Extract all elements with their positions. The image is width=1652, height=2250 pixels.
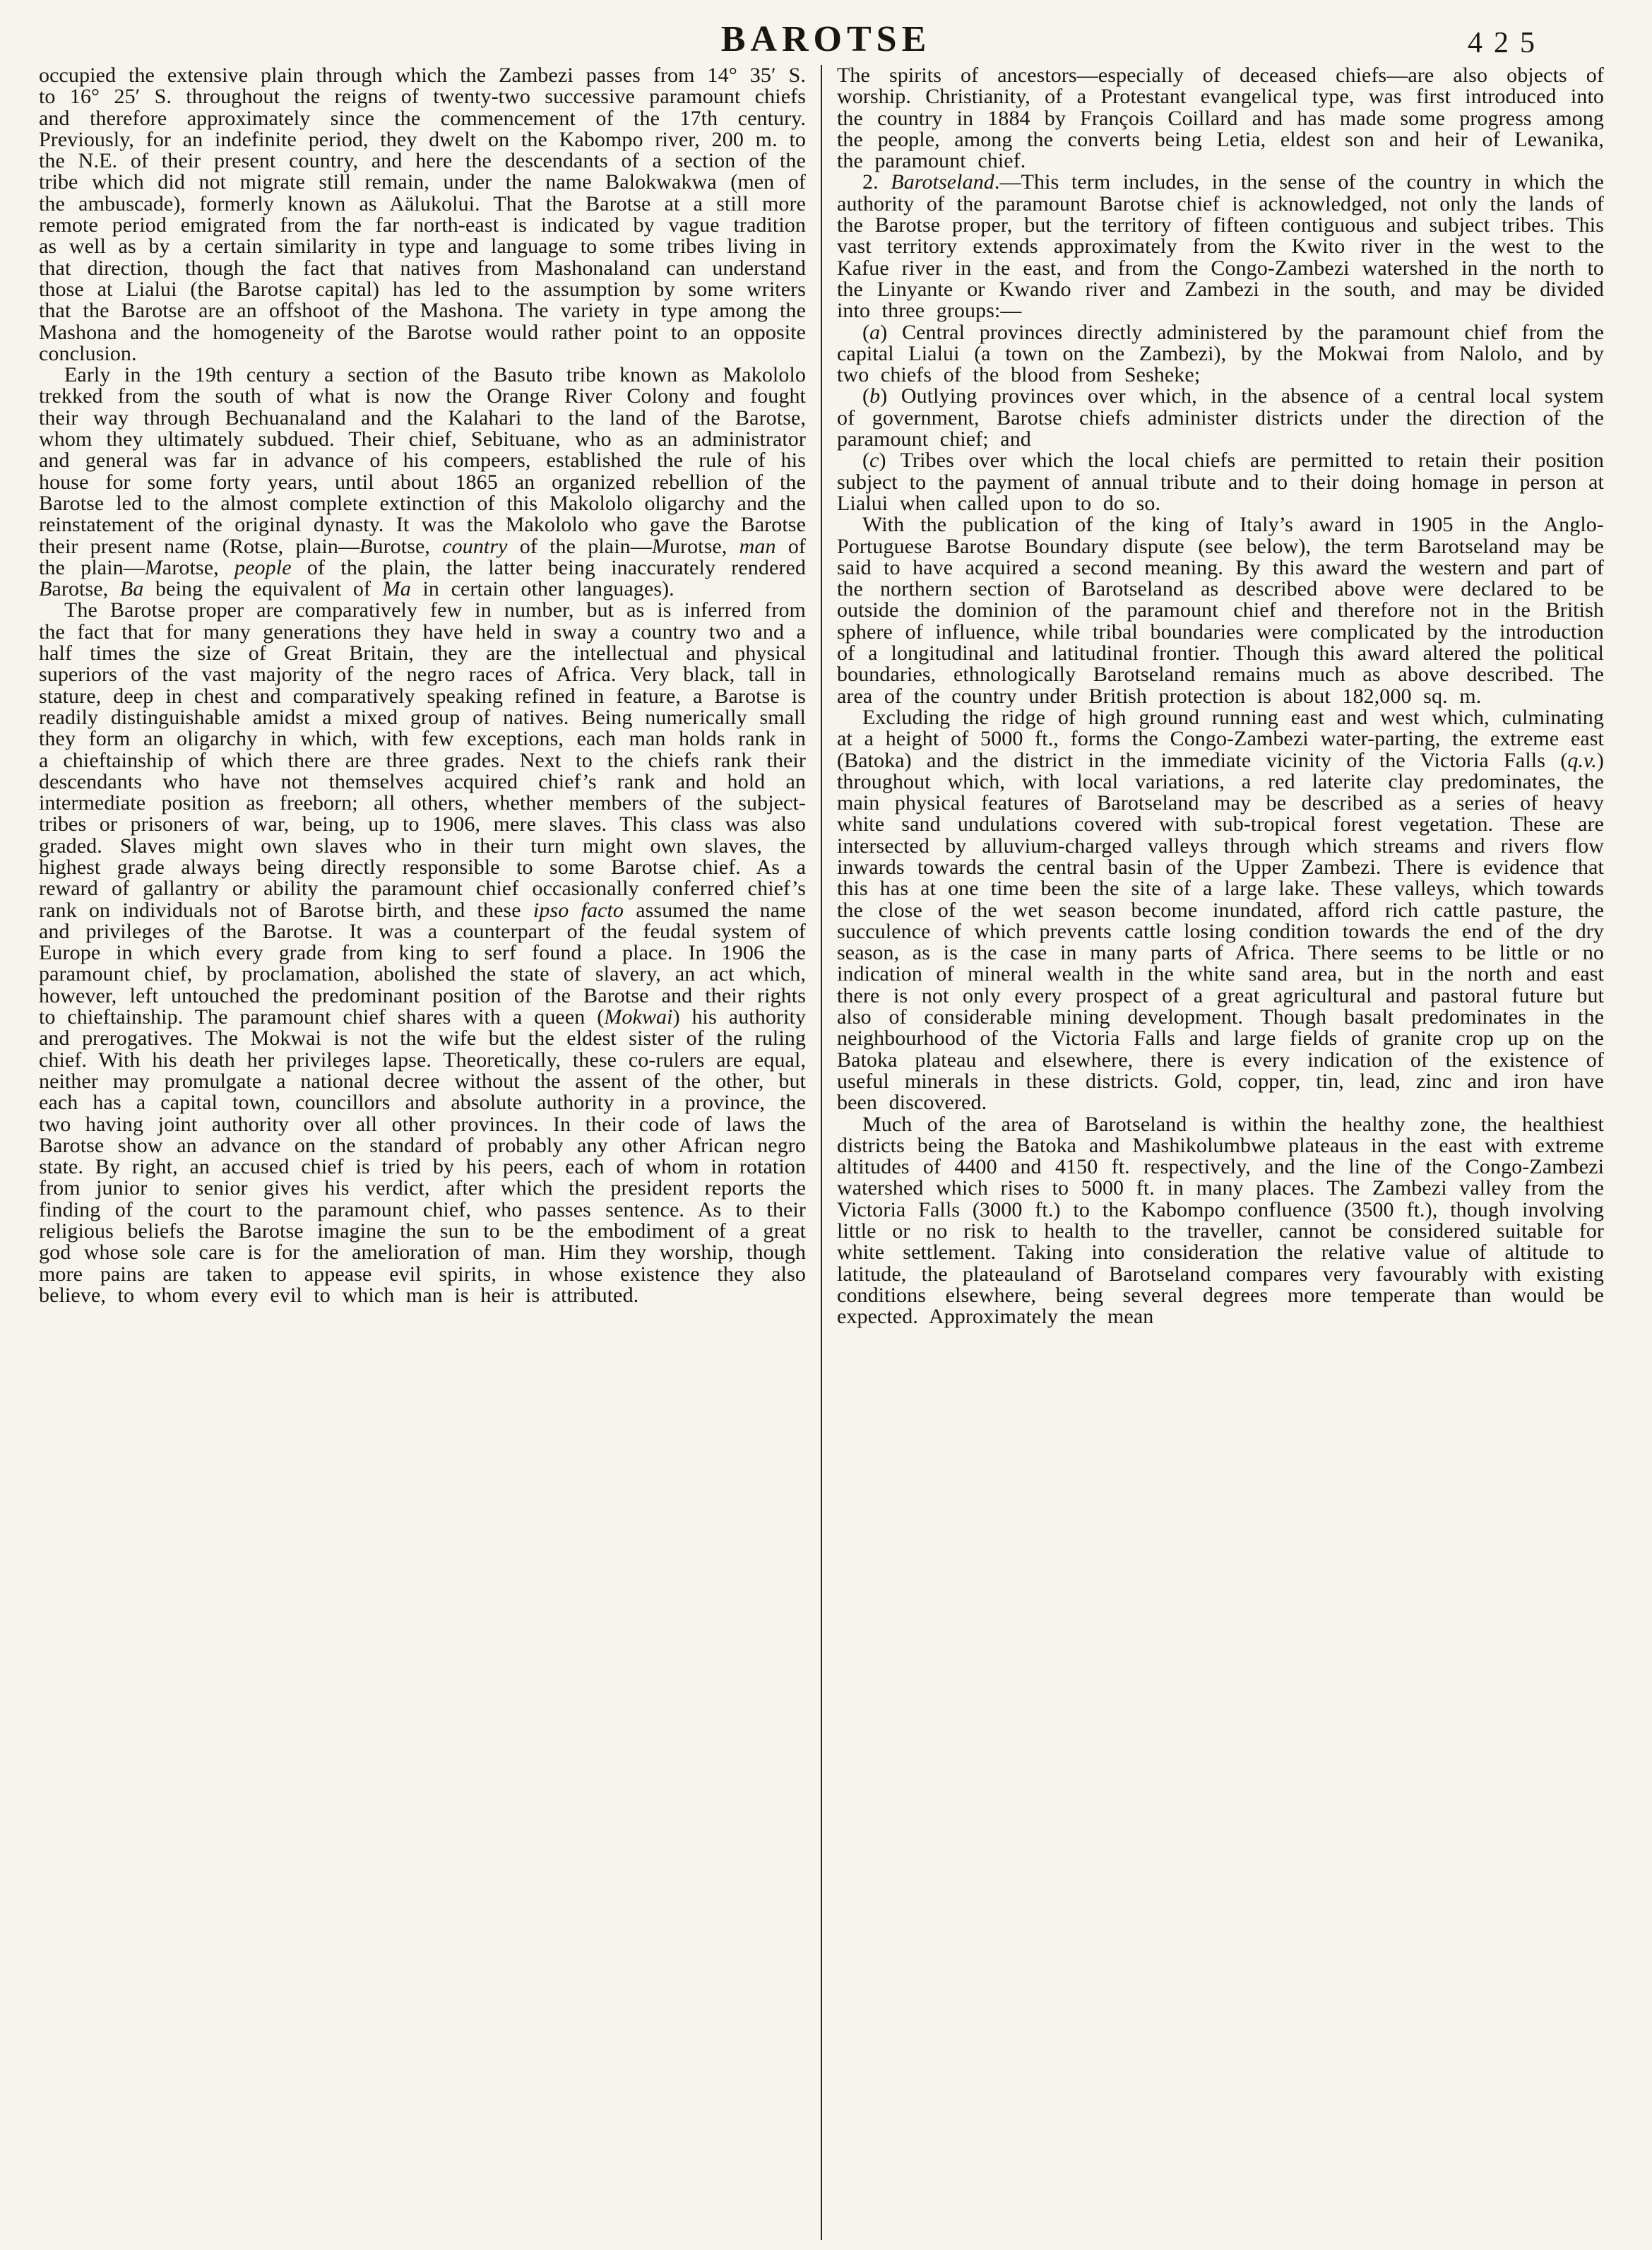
paragraph: Excluding the ridge of high ground running east and west which, culminating at a height of 5000 ft., forms the Congo-Zambezi water-parting, the extreme east (Batoka) and the district in the immediate vicinity of the Victoria Falls (q.v.) throughout which, with local variations, a red laterite clay predominates, the main physical features of Barotseland may be described as a series of heavy white sand undulations covered with sub-tropical forest vegetation. These are intersected by alluvium-charged valleys through which streams and rivers flow inwards towards the central basin of the Upper Zambezi. There is evidence that this has at one time been the site of a large lake. These valleys, which towards the close of the wet season become inundated, afford rich cattle pasture, the succulence of which prevents cattle losing condition towards the end of the dry season, as is the case in many parts of Africa. There seems to be little or no indication of mineral wealth in the white sand area, but in the north and east there is not only every prospect of a great agricultural and pastoral future but also of considerable mining development. Though basalt predominates in the neighbourhood of the Victoria Falls and large fields of granite crop up on the Batoka plateau and elsewhere, there is every indication of the existence of useful minerals in these districts. Gold, copper, tin, lead, zinc and iron have been discovered. — [837, 705, 1604, 1115]
column-right — [837, 65, 1604, 2240]
page-title: BAROTSE — [720, 19, 932, 59]
paragraph: 2. Barotseland.—This term includes, in the sense of the country in which the authority of the paramount Barotse chief is acknowledged, not only the lands of the Barotse proper, but the territory of fifteen contiguous and subject tribes. This vast territory extends approximately from the Kwito river in the west to the Kafue river in the east, and from the Congo-Zambezi watershed in the north to the Linyante or Kwando river and Zambezi in the south, and may be divided into three groups:— — [837, 170, 1604, 323]
page-number: 425 — [1468, 27, 1546, 59]
paragraph: With the publication of the king of Italy’s award in 1905 in the Anglo-Portuguese Barotse Boundary dispute (see below), the term Barotseland may be said to have acquired a second meaning. By this award the western and part of the northern section of Barotseland as described above were declared to be outside the dominion of the paramount chief and therefore not in the British sphere of influence, while tribal boundaries were complicated by the introduction of a longitudinal and latitudinal frontier. Though this award altered the political boundaries, ethnologically Barotseland remains much as above described. The area of the country under British protection is about 182,000 sq. m. — [837, 513, 1604, 708]
paragraph: (a) Central provinces directly administered by the paramount chief from the capital Lialui (a town on the Zambezi), by the Mokwai from Nalolo, and by two chiefs of the blood from Sesheke; — [837, 320, 1604, 387]
paragraph: Early in the 19th century a section of the Basuto tribe known as Makololo trekked from the south of what is now the Orange River Colony and fought their way through Bechuanaland and the Kalahari to the land of the Barotse, whom they ultimately subdued. Their chief, Sebituane, who as an administrator and general was far in advance of his compeers, established the rule of his house for some forty years, until about 1865 an organized rebellion of the Barotse led to the almost complete extinction of this Makololo oligarchy and the reinstatement of the original dynasty. It was the Makololo who gave the Barotse their present name (Rotse, plain—Burotse, country of the plain—Murotse, man of the plain—Marotse, people of the plain, the latter being inaccurately rendered Barotse, Ba being the equivalent of Ma in certain other languages). — [39, 363, 806, 601]
paragraph: occupied the extensive plain through which the Zambezi passes from 14° 35′ S. to 16° 25′ S. throughout the reigns of twenty-two successive paramount chiefs and therefore approximately since the commencement of the 17th century. Previously, for an indefinite period, they dwelt on the Kabompo river, 200 m. to the N.E. of their present country, and here the descendants of a section of the tribe which did not migrate still remain, under the name Balokwakwa (men of the ambuscade), formerly known as Aälukolui. That the Barotse at a still more remote period emigrated from the far north-east is indicated by vague tradition as well as by a certain similarity in type and language to some tribes living in that direction, though the fact that natives from Mashonaland can understand those at Lialui (the Barotse capital) has led to the assumption by some writers that the Barotse are an offshoot of the Mashona. The variety in type among the Mashona and the homogeneity of the Barotse would rather point to an opposite conclusion. — [39, 65, 806, 365]
text-columns — [39, 65, 1607, 2240]
paragraph: (b) Outlying provinces over which, in the absence of a central local system of government, Barotse chiefs administer districts under the direction of the paramount chief; and — [837, 384, 1604, 451]
paragraph: (c) Tribes over which the local chiefs are permitted to retain their position subject to the payment of annual tribute and to their doing homage in person at Lialui when called upon to do so. — [837, 449, 1604, 515]
column-divider — [821, 65, 822, 2240]
paragraph: The Barotse proper are comparatively few in number, but as is inferred from the fact that for many generations they have held in sway a country two and a half times the size of Great Britain, they are the intellectual and physical superiors of the vast majority of the negro races of Africa. Very black, tall in stature, deep in chest and comparatively speaking refined in feature, a Barotse is readily distinguishable amidst a mixed group of natives. Being numerically small they form an oligarchy in which, with few exceptions, each man holds rank in a chieftainship of which there are three grades. Next to the chiefs rank their descendants who have not themselves acquired chief’s rank and hold an intermediate position as freeborn; all others, whether members of the subject-tribes or prisoners of war, being, up to 1906, mere slaves. This class was also graded. Slaves might own slaves who in their turn might own slaves, the highest grade always being directly responsible to some Barotse chief. As a reward of gallantry or ability the paramount chief occasionally conferred chief’s rank on individuals not of Barotse birth, and these ipso facto assumed the name and privileges of the Barotse. It was a counterpart of the feudal system of Europe in which every grade from king to serf found a place. In 1906 the paramount chief, by proclamation, abolished the state of slavery, an act which, however, left untouched the predominant position of the Barotse and their rights to chieftainship. The paramount chief shares with a queen (Mokwai) his authority and prerogatives. The Mokwai is not the wife but the eldest sister of the ruling chief. With his death her privileges lapse. Theoretically, these co-rulers are equal, neither may promulgate a national decree without the assent of the other, but each has a capital town, councillors and absolute authority in a province, the two having joint authority over all other provinces. In their code of laws the Barotse show an advance on the standard of probably any other African negro state. By right, an accused chief is tried by his peers, each of whom in rotation from junior to senior gives his verdict, after which the president reports the finding of the court to the paramount chief, who passes sentence. As to their religious beliefs the Barotse imagine the sun to be the embodiment of a great god whose sole care is for the amelioration of man. Him they worship, though more pains are taken to appease evil spirits, in whose existence they also believe, to whom every evil to which man is heir is attributed. — [39, 598, 806, 1307]
column-left — [39, 65, 806, 2240]
paragraph: Much of the area of Barotseland is within the healthy zone, the healthiest districts being the Batoka and Mashikolumbwe plateaus in the east with extreme altitudes of 4400 and 4150 ft. respectively, and the line of the Congo-Zambezi watershed which rises to 5000 ft. in many places. The Zambezi valley from the Victoria Falls (3000 ft.) to the Kabompo confluence (3500 ft.), though involving little or no risk to health to the traveller, cannot be considered suitable for white settlement. Taking into consideration the relative value of altitude to latitude, the plateauland of Barotseland compares very favourably with existing conditions elsewhere, being several degrees more temperate than would be expected. Approximately the mean — [837, 1112, 1604, 1329]
paragraph: The spirits of ancestors—especially of deceased chiefs—are also objects of worship. Christianity, of a Protestant evangelical type, was first introduced into the country in 1884 by François Coillard and has made some progress among the people, among the converts being Letia, eldest son and heir of Lewanika, the paramount chief. — [837, 65, 1604, 173]
